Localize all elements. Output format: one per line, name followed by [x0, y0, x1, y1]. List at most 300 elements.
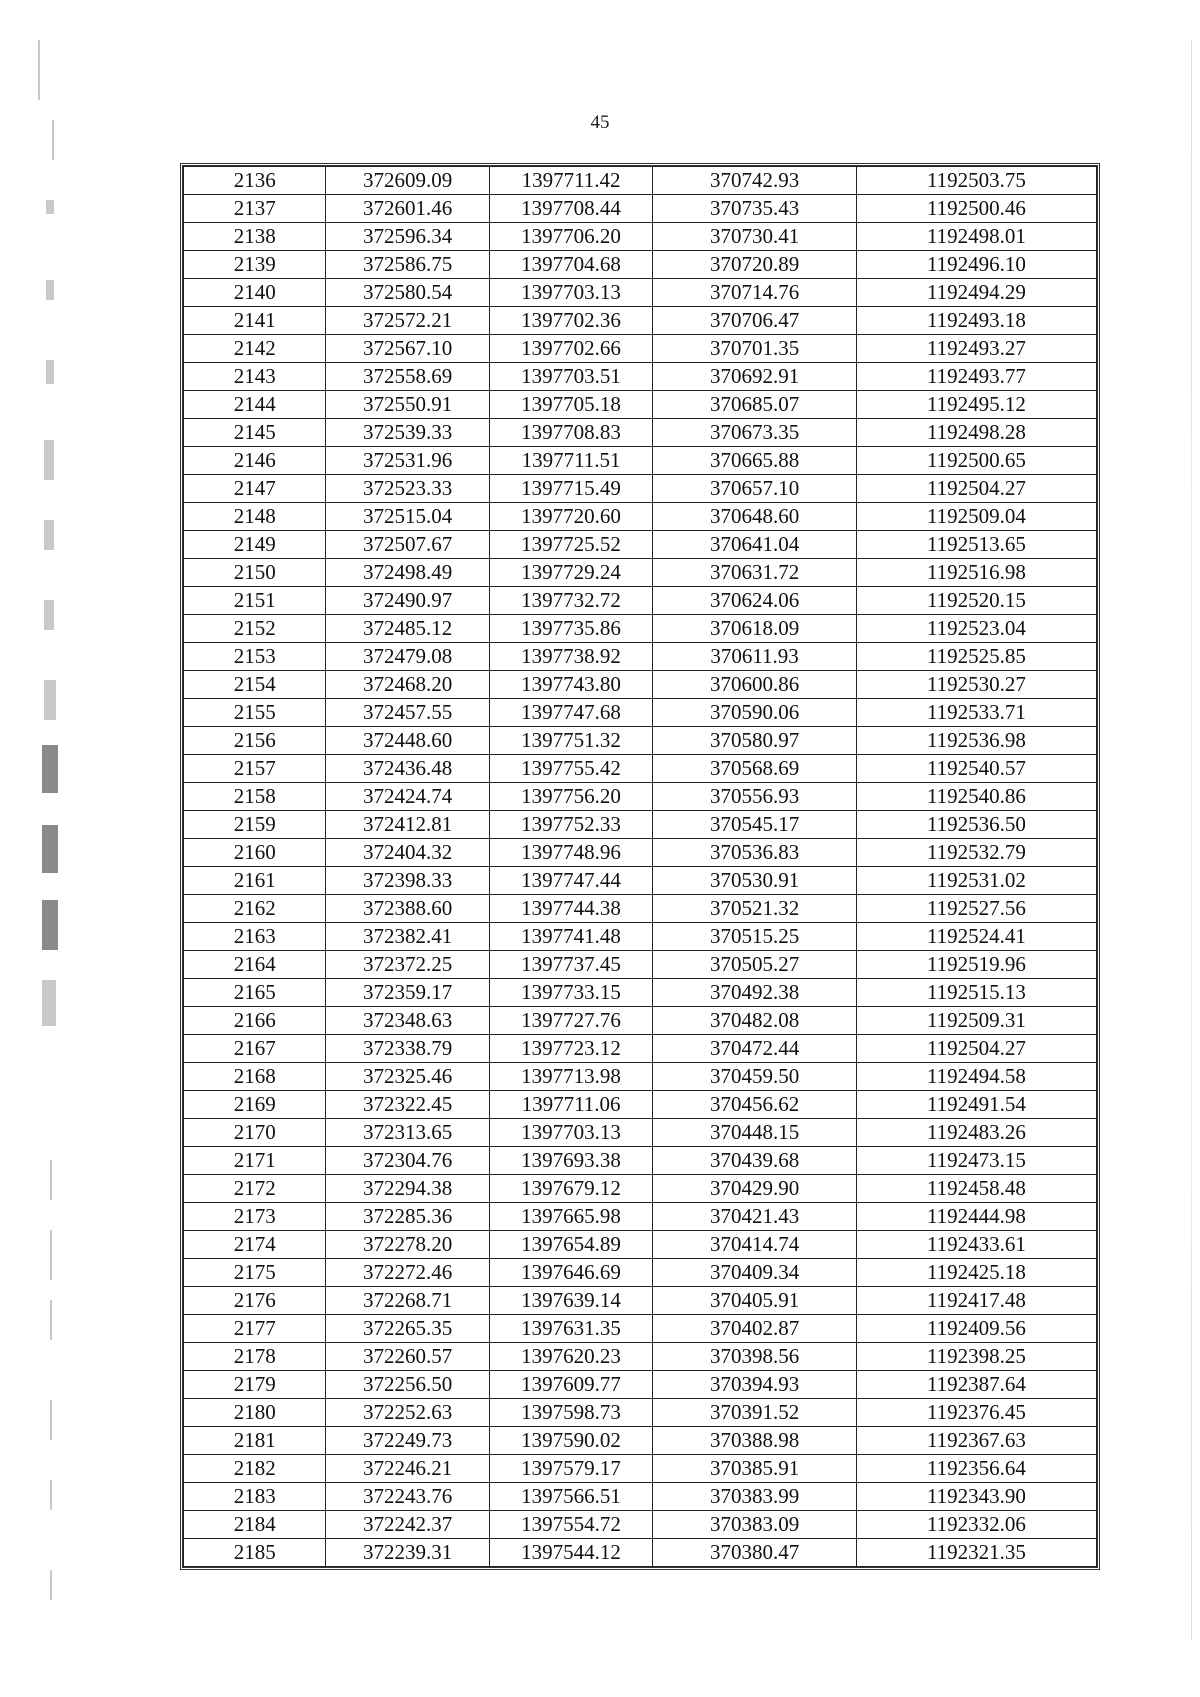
point-number-cell: 2177	[184, 1315, 326, 1343]
y1-cell: 1397708.83	[489, 419, 652, 447]
point-number-cell: 2169	[184, 1091, 326, 1119]
y1-cell: 1397703.13	[489, 279, 652, 307]
point-number-cell: 2136	[184, 167, 326, 195]
y1-cell: 1397708.44	[489, 195, 652, 223]
scan-mark	[50, 1480, 52, 1510]
y1-cell: 1397620.23	[489, 1343, 652, 1371]
scan-mark	[50, 1300, 52, 1340]
scan-mark	[46, 200, 54, 214]
y2-cell: 1192540.57	[856, 755, 1096, 783]
table-row	[184, 615, 1097, 643]
x1-cell: 372242.37	[326, 1511, 489, 1539]
y1-cell: 1397713.98	[489, 1063, 652, 1091]
point-number-cell: 2170	[184, 1119, 326, 1147]
table-row	[184, 839, 1097, 867]
y1-cell: 1397747.44	[489, 867, 652, 895]
x2-cell: 370472.44	[653, 1035, 857, 1063]
y2-cell: 1192516.98	[856, 559, 1096, 587]
x2-cell: 370648.60	[653, 503, 857, 531]
x2-cell: 370383.99	[653, 1483, 857, 1511]
table-row	[184, 699, 1097, 727]
table-row	[184, 531, 1097, 559]
y1-cell: 1397711.51	[489, 447, 652, 475]
y1-cell: 1397566.51	[489, 1483, 652, 1511]
point-number-cell: 2146	[184, 447, 326, 475]
table-row	[184, 447, 1097, 475]
x1-cell: 372609.09	[326, 167, 489, 195]
x2-cell: 370706.47	[653, 307, 857, 335]
x1-cell: 372550.91	[326, 391, 489, 419]
table-row	[184, 1035, 1097, 1063]
table-row	[184, 643, 1097, 671]
y2-cell: 1192503.75	[856, 167, 1096, 195]
y1-cell: 1397741.48	[489, 923, 652, 951]
point-number-cell: 2167	[184, 1035, 326, 1063]
x2-cell: 370530.91	[653, 867, 857, 895]
point-number-cell: 2156	[184, 727, 326, 755]
x1-cell: 372515.04	[326, 503, 489, 531]
y2-cell: 1192498.01	[856, 223, 1096, 251]
point-number-cell: 2152	[184, 615, 326, 643]
point-number-cell: 2143	[184, 363, 326, 391]
point-number-cell: 2185	[184, 1539, 326, 1567]
table-row	[184, 1287, 1097, 1315]
point-number-cell: 2161	[184, 867, 326, 895]
point-number-cell: 2166	[184, 1007, 326, 1035]
table-row	[184, 951, 1097, 979]
x1-cell: 372507.67	[326, 531, 489, 559]
y1-cell: 1397631.35	[489, 1315, 652, 1343]
y1-cell: 1397703.13	[489, 1119, 652, 1147]
x2-cell: 370580.97	[653, 727, 857, 755]
x1-cell: 372388.60	[326, 895, 489, 923]
point-number-cell: 2154	[184, 671, 326, 699]
y1-cell: 1397679.12	[489, 1175, 652, 1203]
y1-cell: 1397702.36	[489, 307, 652, 335]
y2-cell: 1192343.90	[856, 1483, 1096, 1511]
table-row	[184, 1455, 1097, 1483]
y2-cell: 1192356.64	[856, 1455, 1096, 1483]
y1-cell: 1397748.96	[489, 839, 652, 867]
y1-cell: 1397703.51	[489, 363, 652, 391]
x1-cell: 372265.35	[326, 1315, 489, 1343]
scan-mark	[44, 440, 54, 480]
x2-cell: 370521.32	[653, 895, 857, 923]
x2-cell: 370505.27	[653, 951, 857, 979]
table-row	[184, 1539, 1097, 1567]
table-row	[184, 1203, 1097, 1231]
x1-cell: 372531.96	[326, 447, 489, 475]
x1-cell: 372398.33	[326, 867, 489, 895]
x1-cell: 372601.46	[326, 195, 489, 223]
y2-cell: 1192495.12	[856, 391, 1096, 419]
y2-cell: 1192433.61	[856, 1231, 1096, 1259]
y2-cell: 1192387.64	[856, 1371, 1096, 1399]
x1-cell: 372490.97	[326, 587, 489, 615]
x1-cell: 372268.71	[326, 1287, 489, 1315]
x1-cell: 372448.60	[326, 727, 489, 755]
table-row	[184, 559, 1097, 587]
point-number-cell: 2168	[184, 1063, 326, 1091]
x2-cell: 370459.50	[653, 1063, 857, 1091]
x2-cell: 370394.93	[653, 1371, 857, 1399]
x2-cell: 370515.25	[653, 923, 857, 951]
point-number-cell: 2158	[184, 783, 326, 811]
point-number-cell: 2140	[184, 279, 326, 307]
y2-cell: 1192513.65	[856, 531, 1096, 559]
x2-cell: 370611.93	[653, 643, 857, 671]
y2-cell: 1192536.50	[856, 811, 1096, 839]
page-number: 45	[590, 112, 610, 133]
table-row	[184, 167, 1097, 195]
y2-cell: 1192367.63	[856, 1427, 1096, 1455]
table-row	[184, 279, 1097, 307]
y2-cell: 1192520.15	[856, 587, 1096, 615]
x1-cell: 372586.75	[326, 251, 489, 279]
x1-cell: 372567.10	[326, 335, 489, 363]
point-number-cell: 2163	[184, 923, 326, 951]
y1-cell: 1397743.80	[489, 671, 652, 699]
x1-cell: 372498.49	[326, 559, 489, 587]
y2-cell: 1192532.79	[856, 839, 1096, 867]
point-number-cell: 2184	[184, 1511, 326, 1539]
y2-cell: 1192473.15	[856, 1147, 1096, 1175]
y2-cell: 1192531.02	[856, 867, 1096, 895]
y2-cell: 1192493.27	[856, 335, 1096, 363]
y1-cell: 1397646.69	[489, 1259, 652, 1287]
table-row	[184, 783, 1097, 811]
x2-cell: 370618.09	[653, 615, 857, 643]
x1-cell: 372338.79	[326, 1035, 489, 1063]
table-row	[184, 671, 1097, 699]
point-number-cell: 2178	[184, 1343, 326, 1371]
x1-cell: 372382.41	[326, 923, 489, 951]
x1-cell: 372372.25	[326, 951, 489, 979]
y2-cell: 1192500.65	[856, 447, 1096, 475]
table-row	[184, 1343, 1097, 1371]
x2-cell: 370685.07	[653, 391, 857, 419]
x1-cell: 372523.33	[326, 475, 489, 503]
table-row	[184, 251, 1097, 279]
x2-cell: 370730.41	[653, 223, 857, 251]
y2-cell: 1192494.58	[856, 1063, 1096, 1091]
y2-cell: 1192398.25	[856, 1343, 1096, 1371]
x1-cell: 372348.63	[326, 1007, 489, 1035]
x2-cell: 370714.76	[653, 279, 857, 307]
point-number-cell: 2137	[184, 195, 326, 223]
coordinates-table-body	[184, 167, 1097, 1567]
x1-cell: 372260.57	[326, 1343, 489, 1371]
table-row	[184, 727, 1097, 755]
point-number-cell: 2175	[184, 1259, 326, 1287]
x2-cell: 370701.35	[653, 335, 857, 363]
x1-cell: 372272.46	[326, 1259, 489, 1287]
table-row	[184, 1231, 1097, 1259]
x1-cell: 372436.48	[326, 755, 489, 783]
point-number-cell: 2176	[184, 1287, 326, 1315]
point-number-cell: 2144	[184, 391, 326, 419]
x1-cell: 372304.76	[326, 1147, 489, 1175]
coordinates-table	[183, 166, 1097, 1567]
scan-mark	[42, 980, 56, 1026]
x2-cell: 370556.93	[653, 783, 857, 811]
y2-cell: 1192483.26	[856, 1119, 1096, 1147]
point-number-cell: 2153	[184, 643, 326, 671]
table-row	[184, 895, 1097, 923]
x2-cell: 370568.69	[653, 755, 857, 783]
x1-cell: 372246.21	[326, 1455, 489, 1483]
x1-cell: 372539.33	[326, 419, 489, 447]
table-row	[184, 1147, 1097, 1175]
table-row	[184, 391, 1097, 419]
scan-mark	[50, 1230, 52, 1280]
point-number-cell: 2141	[184, 307, 326, 335]
y1-cell: 1397711.06	[489, 1091, 652, 1119]
point-number-cell: 2174	[184, 1231, 326, 1259]
y2-cell: 1192498.28	[856, 419, 1096, 447]
x1-cell: 372572.21	[326, 307, 489, 335]
y2-cell: 1192533.71	[856, 699, 1096, 727]
point-number-cell: 2179	[184, 1371, 326, 1399]
table-row	[184, 363, 1097, 391]
table-row	[184, 1175, 1097, 1203]
x2-cell: 370545.17	[653, 811, 857, 839]
y1-cell: 1397756.20	[489, 783, 652, 811]
x2-cell: 370421.43	[653, 1203, 857, 1231]
table-row	[184, 923, 1097, 951]
scan-mark	[46, 360, 54, 384]
x1-cell: 372424.74	[326, 783, 489, 811]
scan-mark	[42, 745, 58, 793]
table-row	[184, 503, 1097, 531]
table-row	[184, 307, 1097, 335]
table-row	[184, 475, 1097, 503]
x1-cell: 372485.12	[326, 615, 489, 643]
y1-cell: 1397639.14	[489, 1287, 652, 1315]
point-number-cell: 2159	[184, 811, 326, 839]
x2-cell: 370735.43	[653, 195, 857, 223]
x1-cell: 372457.55	[326, 699, 489, 727]
x1-cell: 372249.73	[326, 1427, 489, 1455]
y2-cell: 1192515.13	[856, 979, 1096, 1007]
y2-cell: 1192540.86	[856, 783, 1096, 811]
x2-cell: 370391.52	[653, 1399, 857, 1427]
x1-cell: 372404.32	[326, 839, 489, 867]
y2-cell: 1192504.27	[856, 1035, 1096, 1063]
y1-cell: 1397744.38	[489, 895, 652, 923]
y1-cell: 1397751.32	[489, 727, 652, 755]
scan-mark	[50, 1400, 52, 1440]
y2-cell: 1192530.27	[856, 671, 1096, 699]
x2-cell: 370439.68	[653, 1147, 857, 1175]
y2-cell: 1192494.29	[856, 279, 1096, 307]
x2-cell: 370482.08	[653, 1007, 857, 1035]
table-row	[184, 419, 1097, 447]
x1-cell: 372596.34	[326, 223, 489, 251]
x2-cell: 370380.47	[653, 1539, 857, 1567]
y1-cell: 1397579.17	[489, 1455, 652, 1483]
x2-cell: 370398.56	[653, 1343, 857, 1371]
y2-cell: 1192527.56	[856, 895, 1096, 923]
y1-cell: 1397747.68	[489, 699, 652, 727]
point-number-cell: 2182	[184, 1455, 326, 1483]
table-row	[184, 1371, 1097, 1399]
y1-cell: 1397729.24	[489, 559, 652, 587]
y2-cell: 1192493.18	[856, 307, 1096, 335]
scan-mark	[50, 1160, 52, 1200]
point-number-cell: 2165	[184, 979, 326, 1007]
table-row	[184, 587, 1097, 615]
scan-right-edge	[1191, 40, 1192, 1640]
y1-cell: 1397752.33	[489, 811, 652, 839]
x2-cell: 370641.04	[653, 531, 857, 559]
scan-mark	[44, 600, 54, 630]
y2-cell: 1192321.35	[856, 1539, 1096, 1567]
y1-cell: 1397654.89	[489, 1231, 652, 1259]
y2-cell: 1192409.56	[856, 1315, 1096, 1343]
x2-cell: 370402.87	[653, 1315, 857, 1343]
y1-cell: 1397665.98	[489, 1203, 652, 1231]
x1-cell: 372252.63	[326, 1399, 489, 1427]
scan-mark	[46, 280, 54, 300]
table-row	[184, 335, 1097, 363]
x1-cell: 372325.46	[326, 1063, 489, 1091]
x2-cell: 370388.98	[653, 1427, 857, 1455]
y2-cell: 1192525.85	[856, 643, 1096, 671]
point-number-cell: 2171	[184, 1147, 326, 1175]
table-row	[184, 1259, 1097, 1287]
x2-cell: 370414.74	[653, 1231, 857, 1259]
table-row	[184, 223, 1097, 251]
y1-cell: 1397554.72	[489, 1511, 652, 1539]
y1-cell: 1397720.60	[489, 503, 652, 531]
point-number-cell: 2181	[184, 1427, 326, 1455]
y2-cell: 1192493.77	[856, 363, 1096, 391]
table-row	[184, 1119, 1097, 1147]
y1-cell: 1397738.92	[489, 643, 652, 671]
point-number-cell: 2164	[184, 951, 326, 979]
y2-cell: 1192536.98	[856, 727, 1096, 755]
y1-cell: 1397723.12	[489, 1035, 652, 1063]
y1-cell: 1397705.18	[489, 391, 652, 419]
y1-cell: 1397590.02	[489, 1427, 652, 1455]
x2-cell: 370405.91	[653, 1287, 857, 1315]
x2-cell: 370456.62	[653, 1091, 857, 1119]
y2-cell: 1192425.18	[856, 1259, 1096, 1287]
y2-cell: 1192509.31	[856, 1007, 1096, 1035]
table-row	[184, 1315, 1097, 1343]
point-number-cell: 2155	[184, 699, 326, 727]
point-number-cell: 2142	[184, 335, 326, 363]
table-row	[184, 811, 1097, 839]
scan-mark	[44, 520, 54, 550]
point-number-cell: 2172	[184, 1175, 326, 1203]
y2-cell: 1192509.04	[856, 503, 1096, 531]
x2-cell: 370631.72	[653, 559, 857, 587]
y1-cell: 1397609.77	[489, 1371, 652, 1399]
table-row	[184, 755, 1097, 783]
coordinates-table-frame	[180, 163, 1100, 1570]
y2-cell: 1192491.54	[856, 1091, 1096, 1119]
x2-cell: 370590.06	[653, 699, 857, 727]
y2-cell: 1192417.48	[856, 1287, 1096, 1315]
x2-cell: 370429.90	[653, 1175, 857, 1203]
point-number-cell: 2173	[184, 1203, 326, 1231]
table-row	[184, 1511, 1097, 1539]
x2-cell: 370624.06	[653, 587, 857, 615]
y2-cell: 1192458.48	[856, 1175, 1096, 1203]
scan-edge-artifacts	[0, 0, 70, 1697]
table-row	[184, 1399, 1097, 1427]
point-number-cell: 2139	[184, 251, 326, 279]
table-row	[184, 1063, 1097, 1091]
x1-cell: 372294.38	[326, 1175, 489, 1203]
point-number-cell: 2151	[184, 587, 326, 615]
y2-cell: 1192504.27	[856, 475, 1096, 503]
y2-cell: 1192500.46	[856, 195, 1096, 223]
y1-cell: 1397598.73	[489, 1399, 652, 1427]
point-number-cell: 2145	[184, 419, 326, 447]
table-row	[184, 1091, 1097, 1119]
y2-cell: 1192523.04	[856, 615, 1096, 643]
x1-cell: 372322.45	[326, 1091, 489, 1119]
x1-cell: 372468.20	[326, 671, 489, 699]
scan-mark	[44, 680, 56, 720]
table-row	[184, 1007, 1097, 1035]
x2-cell: 370657.10	[653, 475, 857, 503]
table-row	[184, 195, 1097, 223]
scan-mark	[50, 1570, 52, 1600]
x2-cell: 370536.83	[653, 839, 857, 867]
y1-cell: 1397735.86	[489, 615, 652, 643]
y2-cell: 1192444.98	[856, 1203, 1096, 1231]
point-number-cell: 2138	[184, 223, 326, 251]
scan-mark	[42, 900, 58, 950]
y2-cell: 1192524.41	[856, 923, 1096, 951]
point-number-cell: 2183	[184, 1483, 326, 1511]
scan-mark	[38, 40, 40, 100]
table-row	[184, 979, 1097, 1007]
y1-cell: 1397732.72	[489, 587, 652, 615]
y1-cell: 1397693.38	[489, 1147, 652, 1175]
table-row	[184, 1483, 1097, 1511]
y1-cell: 1397737.45	[489, 951, 652, 979]
x2-cell: 370600.86	[653, 671, 857, 699]
x1-cell: 372479.08	[326, 643, 489, 671]
y1-cell: 1397544.12	[489, 1539, 652, 1567]
y1-cell: 1397733.15	[489, 979, 652, 1007]
x2-cell: 370409.34	[653, 1259, 857, 1287]
x2-cell: 370692.91	[653, 363, 857, 391]
x1-cell: 372278.20	[326, 1231, 489, 1259]
x2-cell: 370385.91	[653, 1455, 857, 1483]
x1-cell: 372359.17	[326, 979, 489, 1007]
y2-cell: 1192496.10	[856, 251, 1096, 279]
y2-cell: 1192519.96	[856, 951, 1096, 979]
y1-cell: 1397704.68	[489, 251, 652, 279]
y1-cell: 1397711.42	[489, 167, 652, 195]
x2-cell: 370673.35	[653, 419, 857, 447]
x2-cell: 370720.89	[653, 251, 857, 279]
y1-cell: 1397702.66	[489, 335, 652, 363]
point-number-cell: 2162	[184, 895, 326, 923]
x1-cell: 372256.50	[326, 1371, 489, 1399]
x2-cell: 370383.09	[653, 1511, 857, 1539]
y2-cell: 1192376.45	[856, 1399, 1096, 1427]
x1-cell: 372580.54	[326, 279, 489, 307]
point-number-cell: 2147	[184, 475, 326, 503]
x1-cell: 372243.76	[326, 1483, 489, 1511]
